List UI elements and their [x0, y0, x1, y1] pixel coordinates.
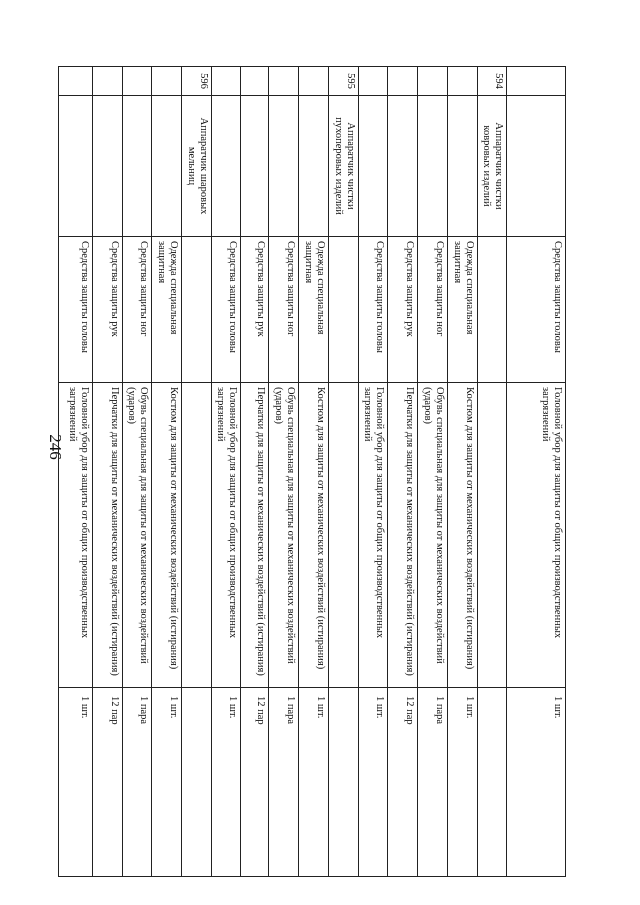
table-row	[59, 67, 93, 877]
row-number	[507, 67, 566, 96]
table-row	[240, 67, 268, 877]
profession-name	[93, 96, 123, 237]
ppe-item: Головной убор для защиты от общих производственных загрязнений	[59, 383, 93, 688]
table-row	[93, 67, 123, 877]
row-number	[240, 67, 268, 96]
ppe-item: Перчатки для защиты от механических воздействий (истирания)	[240, 383, 268, 688]
ppe-quantity: 1 шт.	[507, 688, 566, 877]
ppe-category: Средства защиты ног	[268, 237, 298, 383]
ppe-item: Головной убор для защиты от общих производственных загрязнений	[211, 383, 240, 688]
row-number	[211, 67, 240, 96]
table-row	[507, 67, 566, 877]
ppe-item: Обувь специальная для защиты от механических воздействий (ударов)	[123, 383, 152, 688]
ppe-quantity: 1 шт.	[447, 688, 477, 877]
profession-name	[387, 96, 417, 237]
row-number	[93, 67, 123, 96]
ppe-item: Головной убор для защиты от общих производственных загрязнений	[358, 383, 387, 688]
table-row	[182, 67, 211, 877]
table-row	[328, 67, 358, 877]
profession-name	[59, 96, 93, 237]
ppe-item: Костюм для защиты от механических воздействий (истирания)	[447, 383, 477, 688]
ppe-category: Средства защиты рук	[93, 237, 123, 383]
profession-name: Аппаратчик чистки ковровых изделий	[477, 96, 506, 237]
table-row	[298, 67, 328, 877]
table-row	[358, 67, 387, 877]
ppe-item: Обувь специальная для защиты от механических воздействий (ударов)	[417, 383, 447, 688]
ppe-category: Средства защиты рук	[387, 237, 417, 383]
row-number: 596	[182, 67, 211, 96]
table-row	[417, 67, 447, 877]
table-row	[123, 67, 152, 877]
profession-name	[240, 96, 268, 237]
row-number	[417, 67, 447, 96]
ppe-quantity	[477, 688, 506, 877]
ppe-category	[477, 237, 506, 383]
ppe-quantity: 1 шт.	[59, 688, 93, 877]
profession-name	[447, 96, 477, 237]
ppe-category: Одежда специальная защитная	[298, 237, 328, 383]
row-number	[59, 67, 93, 96]
ppe-item: Перчатки для защиты от механических воздействий (истирания)	[387, 383, 417, 688]
row-number: 595	[328, 67, 358, 96]
ppe-quantity	[182, 688, 211, 877]
ppe-item	[182, 383, 211, 688]
ppe-category: Средства защиты ног	[123, 237, 152, 383]
profession-name: Аппаратчик шаровых мельниц	[182, 96, 211, 237]
ppe-quantity: 12 пар	[240, 688, 268, 877]
profession-name	[123, 96, 152, 237]
ppe-quantity: 1 пара	[417, 688, 447, 877]
ppe-item: Головной убор для защиты от общих производственных загрязнений	[507, 383, 566, 688]
ppe-category: Средства защиты головы	[507, 237, 566, 383]
ppe-table	[58, 66, 566, 877]
ppe-quantity: 1 шт.	[211, 688, 240, 877]
row-number	[447, 67, 477, 96]
ppe-category	[328, 237, 358, 383]
row-number	[358, 67, 387, 96]
table-row	[268, 67, 298, 877]
profession-name: Аппаратчик чистки пухоперовых изделий	[328, 96, 358, 237]
ppe-quantity: 12 пар	[93, 688, 123, 877]
ppe-item: Костюм для защиты от механических воздействий (истирания)	[298, 383, 328, 688]
ppe-item: Обувь специальная для защиты от механических воздействий (ударов)	[268, 383, 298, 688]
profession-name	[211, 96, 240, 237]
ppe-item	[477, 383, 506, 688]
ppe-category: Средства защиты головы	[59, 237, 93, 383]
ppe-table-rotated	[67, 66, 566, 876]
profession-name	[358, 96, 387, 237]
profession-name	[298, 96, 328, 237]
ppe-category: Одежда специальная защитная	[447, 237, 477, 383]
ppe-quantity: 1 шт.	[152, 688, 182, 877]
table-row	[211, 67, 240, 877]
ppe-category: Средства защиты головы	[358, 237, 387, 383]
ppe-item: Перчатки для защиты от механических воздействий (истирания)	[93, 383, 123, 688]
row-number	[387, 67, 417, 96]
row-number	[123, 67, 152, 96]
profession-name	[152, 96, 182, 237]
ppe-category: Средства защиты рук	[240, 237, 268, 383]
ppe-category: Одежда специальная защитная	[152, 237, 182, 383]
ppe-item: Костюм для защиты от механических воздействий (истирания)	[152, 383, 182, 688]
ppe-category: Средства защиты ног	[417, 237, 447, 383]
row-number: 594	[477, 67, 506, 96]
row-number	[298, 67, 328, 96]
page-number: 246	[46, 434, 65, 460]
ppe-category	[182, 237, 211, 383]
ppe-quantity	[328, 688, 358, 877]
ppe-quantity: 12 пар	[387, 688, 417, 877]
profession-name	[507, 96, 566, 237]
ppe-quantity: 1 шт.	[358, 688, 387, 877]
ppe-quantity: 1 пара	[123, 688, 152, 877]
ppe-table-container	[67, 66, 566, 876]
ppe-quantity: 1 шт.	[298, 688, 328, 877]
ppe-category: Средства защиты головы	[211, 237, 240, 383]
profession-name	[417, 96, 447, 237]
table-row	[447, 67, 477, 877]
row-number	[152, 67, 182, 96]
table-row	[477, 67, 506, 877]
profession-name	[268, 96, 298, 237]
table-row	[387, 67, 417, 877]
row-number	[268, 67, 298, 96]
ppe-quantity: 1 пара	[268, 688, 298, 877]
ppe-item	[328, 383, 358, 688]
table-row	[152, 67, 182, 877]
